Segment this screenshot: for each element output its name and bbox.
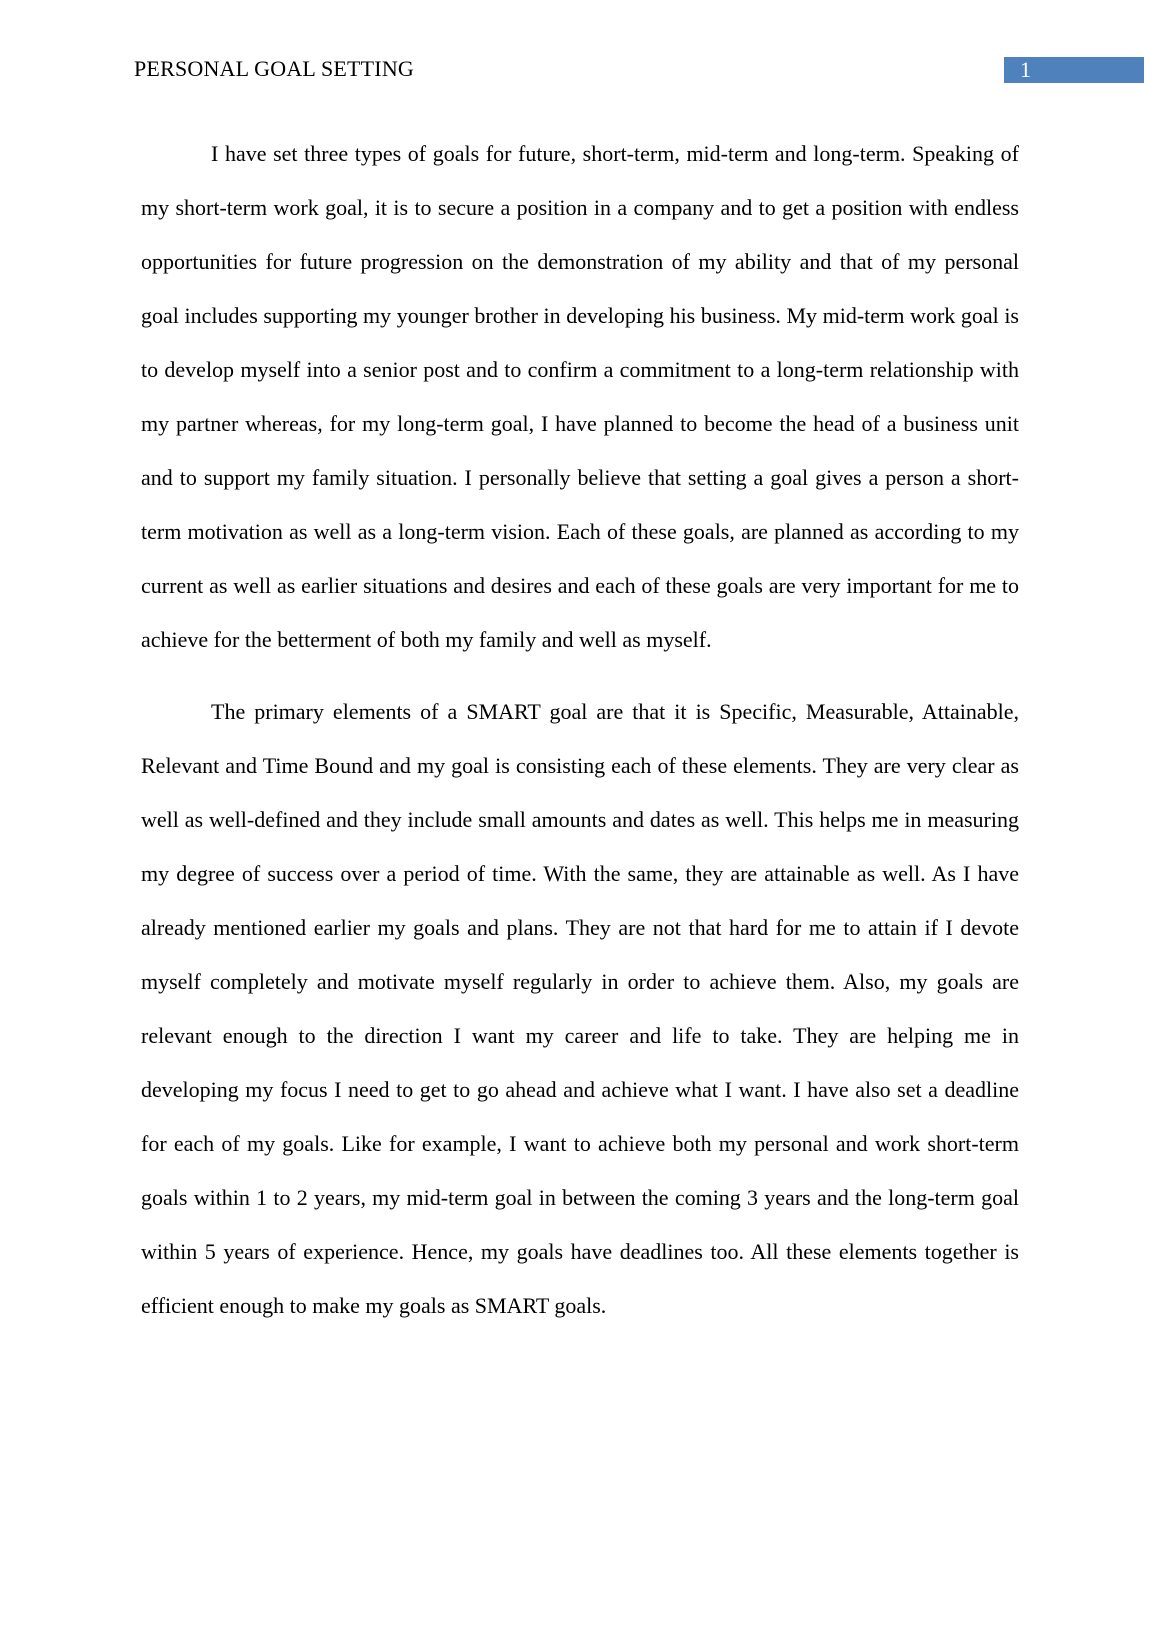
running-head: PERSONAL GOAL SETTING: [134, 56, 415, 81]
page-number: 1: [1020, 57, 1031, 82]
document-body: [141, 127, 1019, 1333]
page-number-box: [1004, 57, 1144, 83]
paragraph-goals-overview: I have set three types of goals for future, short-term, mid-term and long-term. Speaking of my short-term work goal, it is to secure a position in a company and to get a position with endless opportunities for future progression on the demonstration of my ability and that of my personal goal includes supporting my younger brother in developing his business. My mid-term work goal is to develop myself into a senior post and to confirm a commitment to a long-term relationship with my partner whereas, for my long-term goal, I have planned to become the head of a business unit and to support my family situation. I personally believe that setting a goal gives a person a short-term motivation as well as a long-term vision. Each of these goals, are planned as according to my current as well as earlier situations and desires and each of these goals are very important for me to achieve for the betterment of both my family and well as myself.: [141, 141, 1019, 652]
paragraph-smart-goals: The primary elements of a SMART goal are that it is Specific, Measurable, Attainable, Relevant and Time Bound and my goal is consisting each of these elements. They are very clear as well as well-defined and they include small amounts and dates as well. This helps me in measuring my degree of success over a period of time. With the same, they are attainable as well. As I have already mentioned earlier my goals and plans. They are not that hard for me to attain if I devote myself completely and motivate myself regularly in order to achieve them. Also, my goals are relevant enough to the direction I want my career and life to take. They are helping me in developing my focus I need to get to go ahead and achieve what I want. I have also set a deadline for each of my goals. Like for example, I want to achieve both my personal and work short-term goals within 1 to 2 years, my mid-term goal in between the coming 3 years and the long-term goal within 5 years of experience. Hence, my goals have deadlines too. All these elements together is efficient enough to make my goals as SMART goals.: [141, 699, 1019, 1318]
